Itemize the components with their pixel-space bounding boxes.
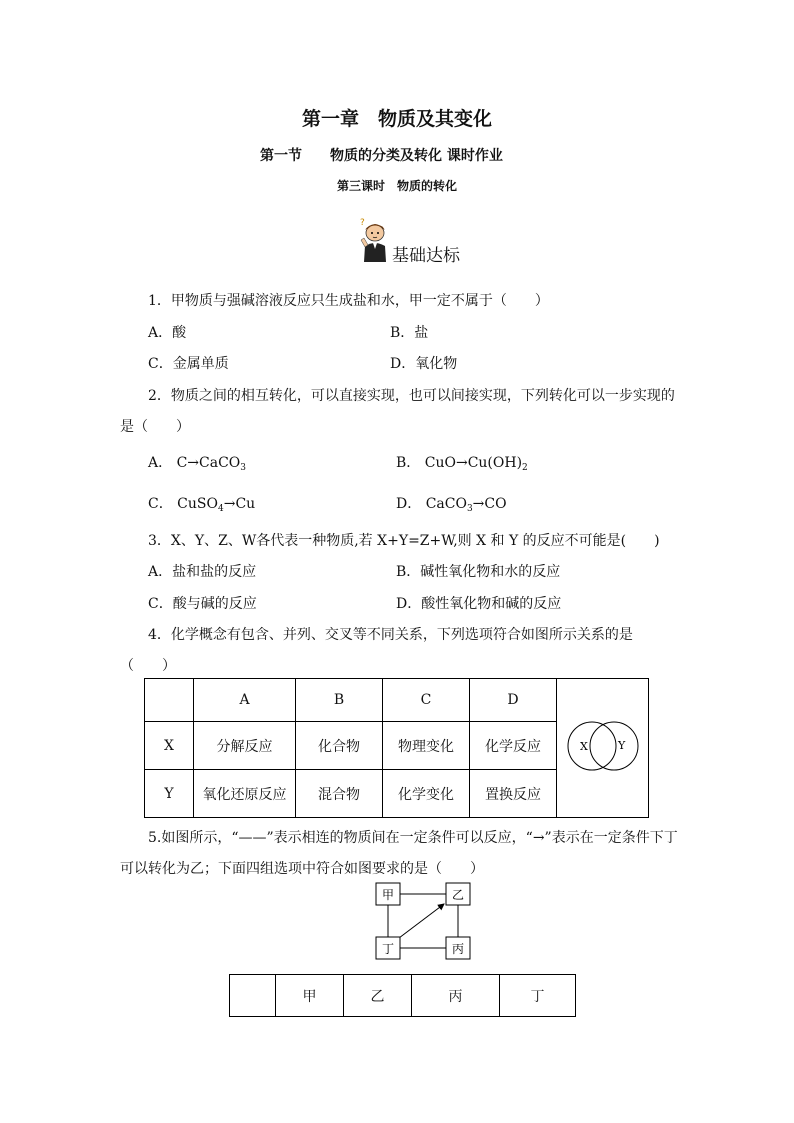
table-cell: 化学反应 <box>470 722 557 770</box>
table-header-row <box>230 975 576 1017</box>
venn-label-y: Y <box>617 739 625 752</box>
q2-stem-line1: 2．物质之间的相互转化，可以直接实现，也可以间接实现，下列转化可以一步实现的 <box>148 388 675 404</box>
table-cell: 置换反应 <box>470 770 557 818</box>
q4-stem-line2: （ ） <box>120 658 176 674</box>
q5-options-table <box>229 974 576 1017</box>
q5-stem-line2: 可以转化为乙；下面四组选项中符合如图要求的是（ ） <box>120 861 484 877</box>
table-header-cell: D <box>470 679 557 722</box>
q2-option-b: B． $CuO\to Cu(OH)_2$ <box>396 455 528 473</box>
table-cell <box>230 975 276 1017</box>
table-row-label: X <box>145 722 194 770</box>
q1-option-a: A．酸 <box>148 325 187 341</box>
chapter-title: 第一章 物质及其变化 <box>301 108 492 130</box>
q1-stem: 1．甲物质与强碱溶液反应只生成盐和水，甲一定不属于（ ） <box>148 293 549 309</box>
table-header-cell: 丁 <box>500 975 576 1017</box>
svg-text:?: ? <box>360 218 365 228</box>
node-yi: 乙 <box>451 888 465 902</box>
table-cell: 化学变化 <box>383 770 470 818</box>
q3-option-c: C．酸与碱的反应 <box>148 596 257 612</box>
table-header-cell: 甲 <box>276 975 344 1017</box>
node-jia: 甲 <box>381 888 395 902</box>
q1-option-d: D．氧化物 <box>390 356 458 372</box>
q2-stem-line2: 是（ ） <box>120 419 190 435</box>
q3-option-d: D．酸性氧化物和碱的反应 <box>396 596 562 612</box>
table-cell <box>145 679 194 722</box>
table-cell: 混合物 <box>296 770 383 818</box>
q2-option-d: D． CaCO$_3$→CO <box>396 496 507 514</box>
q4-options-table <box>144 678 649 818</box>
q2-option-c: C． CuSO$_4$→Cu <box>148 496 256 514</box>
q3-option-a: A．盐和盐的反应 <box>148 564 257 580</box>
q1-option-b: B．盐 <box>390 325 429 341</box>
table-header-cell: A <box>194 679 296 722</box>
table-row-label: Y <box>145 770 194 818</box>
table-header-row <box>145 679 649 722</box>
table-cell: 化合物 <box>296 722 383 770</box>
node-bing: 丙 <box>451 942 465 956</box>
table-header-cell: B <box>296 679 383 722</box>
q5-relation-diagram <box>372 880 474 962</box>
node-ding: 丁 <box>381 942 395 956</box>
table-cell: 分解反应 <box>194 722 296 770</box>
q2-option-a: A． C→CaCO$_3$ <box>148 455 247 473</box>
section-title: 第一节 物质的分类及转化 课时作业 <box>260 148 503 164</box>
table-header-cell: C <box>383 679 470 722</box>
venn-label-x: X <box>579 740 588 753</box>
q1-option-c: C．金属单质 <box>148 356 229 372</box>
table-header-cell: 乙 <box>344 975 412 1017</box>
q5-stem-line1: 5.如图所示，“——”表示相连的物质间在一定条件可以反应，“→”表示在一定条件下丁 <box>148 830 678 846</box>
q3-option-b: B．碱性氧化物和水的反应 <box>396 564 561 580</box>
q4-stem-line1: 4．化学概念有包含、并列、交叉等不同关系，下列选项符合如图所示关系的是 <box>148 627 633 643</box>
venn-diagram <box>565 718 641 774</box>
q3-stem: 3．X、Y、Z、W各代表一种物质,若 X+Y=Z+W,则 X 和 Y 的反应不可能是( ) <box>148 533 660 549</box>
table-cell: 氧化还原反应 <box>194 770 296 818</box>
banner-basic-standard: 基础达标 <box>392 246 460 266</box>
table-cell: 物理变化 <box>383 722 470 770</box>
table-header-cell: 丙 <box>412 975 500 1017</box>
thinking-boy-icon <box>356 216 392 262</box>
lesson-title: 第三课时 物质的转化 <box>336 179 457 193</box>
venn-cell <box>557 679 649 818</box>
